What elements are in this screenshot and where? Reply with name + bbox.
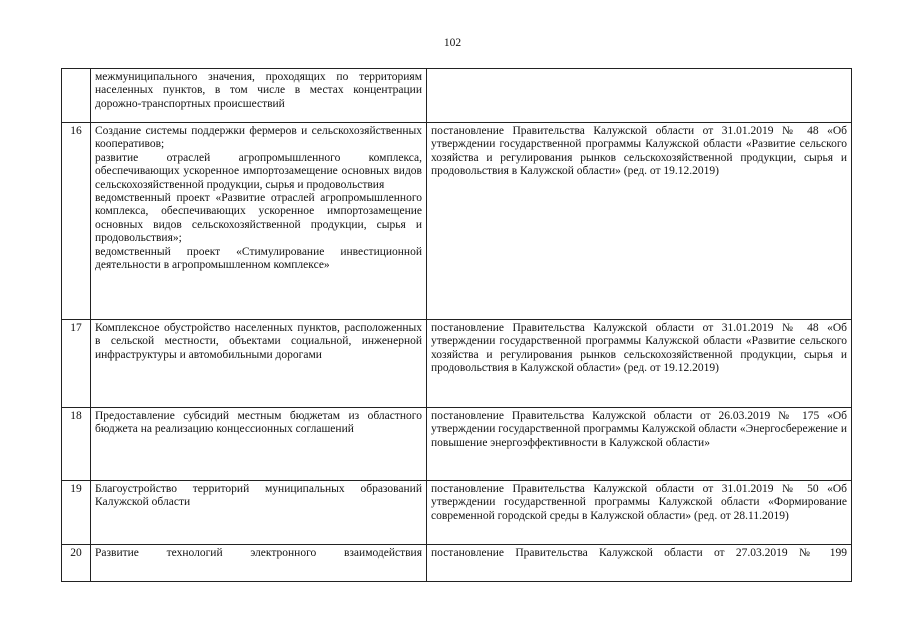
- measures-table: [61, 68, 852, 582]
- table-row: [62, 545, 852, 582]
- row-number: 18: [62, 408, 91, 481]
- row-number: 16: [62, 123, 91, 320]
- measure-cell: [91, 481, 427, 545]
- measure-cell: [91, 545, 427, 582]
- measure-text: развитие отраслей агропромышленного комплекса, обеспечивающих ускоренное импортозамещение основных видов сельскохозяйственной продукции, сырья и продовольствия: [95, 151, 422, 191]
- page-number: 102: [443, 37, 462, 49]
- measure-cell: [91, 123, 427, 320]
- measure-text: ведомственный проект «Развитие отраслей агропромышленного комплекса, обеспечивающих ускоренное импортозамещение основных видов сельскохозяйственной продукции, сырья и продовольствия»;: [95, 192, 422, 245]
- row-number: 17: [62, 320, 91, 408]
- measure-text: Развитие технологий электронного взаимодействия: [95, 547, 422, 559]
- document-cell: постановление Правительства Калужской области от 27.03.2019 № 199: [427, 545, 852, 582]
- measure-cell: [91, 320, 427, 408]
- table-row: [62, 481, 852, 545]
- measure-text: Благоустройство территорий муниципальных образований Калужской области: [95, 483, 422, 509]
- document-cell: постановление Правительства Калужской области от 31.01.2019 № 48 «Об утверждении государственной программы Калужской области «Развитие сельского хозяйства и регулирования рынков сельскохозяйственной продукции, сырья и продовольствия в Калужской области» (ред. от 19.12.2019): [427, 320, 852, 408]
- measure-cell: [91, 408, 427, 481]
- measure-text: Создание системы поддержки фермеров и сельскохозяйственных кооперативов;: [95, 125, 422, 151]
- row-number: 19: [62, 481, 91, 545]
- table-row: [62, 408, 852, 481]
- measure-cell: [91, 69, 427, 123]
- document-cell: [427, 69, 852, 123]
- document-cell: постановление Правительства Калужской области от 26.03.2019 № 175 «Об утверждении государственной программы Калужской области «Энергосбережение и повышение энергоэффективности в Калужской области»: [427, 408, 852, 481]
- document-cell: постановление Правительства Калужской области от 31.01.2019 № 48 «Об утверждении государственной программы Калужской области «Развитие сельского хозяйства и регулирования рынков сельскохозяйственной продукции, сырья и продовольствия в Калужской области» (ред. от 19.12.2019): [427, 123, 852, 320]
- measure-text: ведомственный проект «Стимулирование инвестиционной деятельности в агропромышленном комплексе»: [95, 245, 422, 272]
- row-number: 20: [62, 545, 91, 582]
- table-row: [62, 69, 852, 123]
- measure-text: Предоставление субсидий местным бюджетам из областного бюджета на реализацию концессионных соглашений: [95, 410, 422, 436]
- measure-text: межмуниципального значения, проходящих по территориям населенных пунктов, в том числе в местах концентрации дорожно-транспортных происшествий: [95, 71, 422, 110]
- table-row: [62, 320, 852, 408]
- document-cell: постановление Правительства Калужской области от 31.01.2019 № 50 «Об утверждении государственной программы Калужской области «Формирование современной городской среды в Калужской области» (ред. от 28.11.2019): [427, 481, 852, 545]
- row-number: [62, 69, 91, 123]
- measure-text: Комплексное обустройство населенных пунктов, расположенных в сельской местности, объектами социальной, инженерной инфраструктуры и автомобильными дорогами: [95, 322, 422, 361]
- table-row: [62, 123, 852, 320]
